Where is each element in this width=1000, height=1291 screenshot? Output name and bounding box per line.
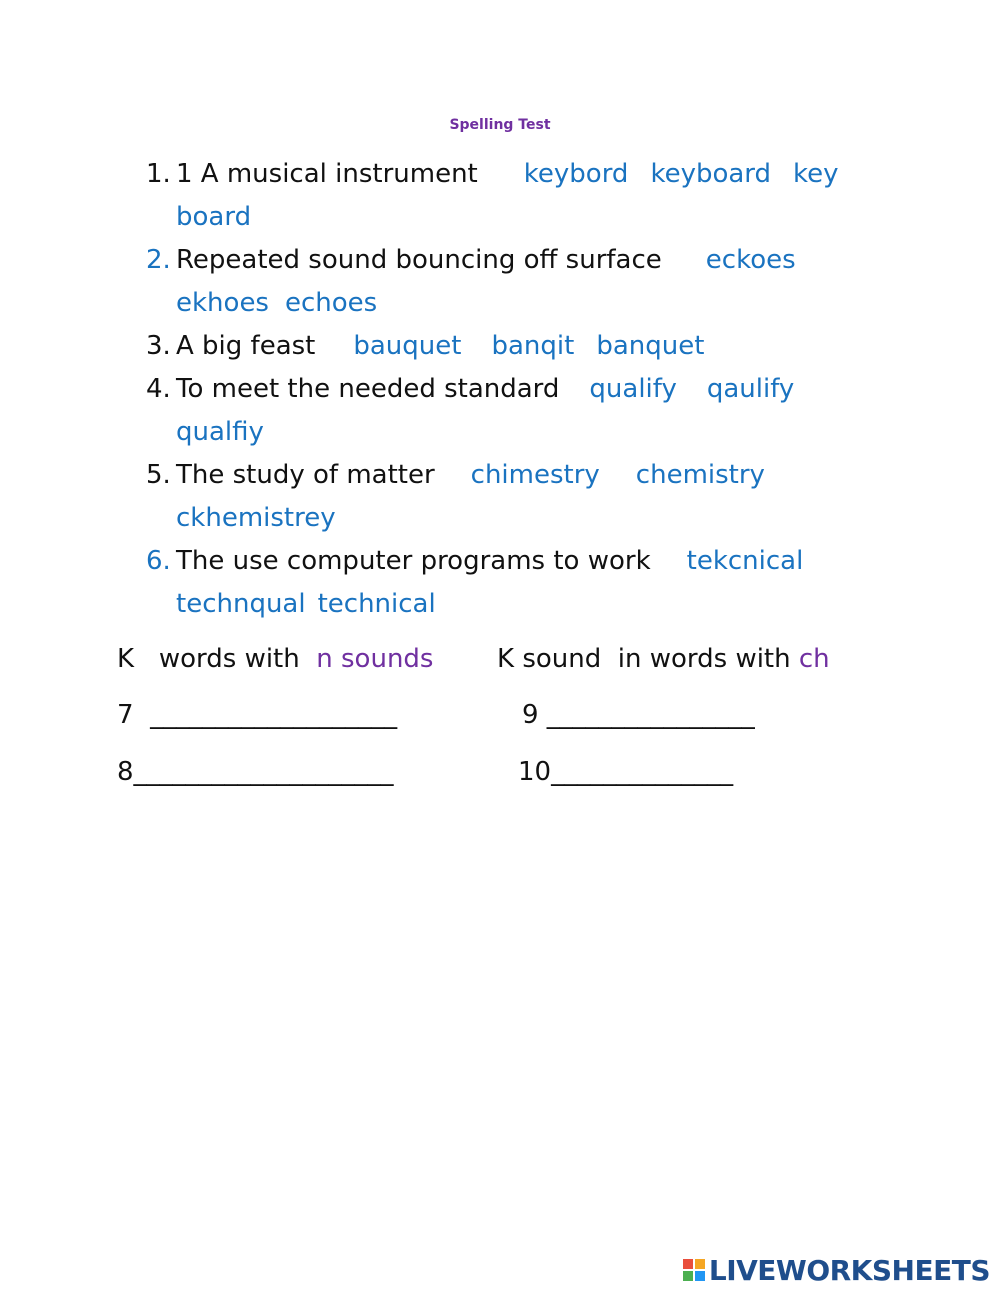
option-4b[interactable]: qaulify xyxy=(706,374,795,404)
question-prompt: 1 A musical instrument xyxy=(176,159,478,189)
section-label-ch-sound xyxy=(497,641,830,677)
question-prompt: To meet the needed standard xyxy=(176,374,560,404)
logo-text: LIVEWORKSHEETS xyxy=(708,1253,990,1287)
answer-blank-9[interactable]: 9 ________________ xyxy=(522,700,755,730)
option-3a[interactable]: bauquet xyxy=(353,331,462,361)
question-prompt: The use computer programs to work xyxy=(176,546,651,576)
question-prompt: Repeated sound bouncing off surface xyxy=(176,245,662,275)
question-prompt: The study of matter xyxy=(176,460,435,490)
question-1 xyxy=(146,153,866,239)
question-number: 5. xyxy=(146,460,171,490)
option-6a[interactable]: tekcnical xyxy=(686,546,804,576)
question-4 xyxy=(146,368,866,454)
question-6 xyxy=(146,540,866,626)
option-4c[interactable]: qualfiy xyxy=(176,417,264,447)
section-label-highlight: ch xyxy=(798,644,830,674)
option-2a[interactable]: eckoes xyxy=(705,245,796,275)
question-2 xyxy=(146,239,866,325)
option-1a[interactable]: keybord xyxy=(523,159,629,189)
question-number: 6. xyxy=(146,546,171,576)
option-3c[interactable]: banquet xyxy=(596,331,705,361)
option-3b[interactable]: banqit xyxy=(491,331,575,361)
section-label-prefix: K sound in words with xyxy=(497,644,791,674)
answer-blank-8[interactable]: 8____________________ xyxy=(117,757,394,787)
liveworksheets-logo xyxy=(683,1252,990,1288)
option-6c[interactable]: technical xyxy=(317,589,436,619)
option-5a[interactable]: chimestry xyxy=(470,460,600,490)
logo-mark-icon xyxy=(683,1259,705,1281)
section-label-prefix: K words with xyxy=(117,644,300,674)
question-prompt: A big feast xyxy=(176,331,316,361)
answer-blank-7[interactable]: 7 ___________________ xyxy=(117,700,398,730)
option-1b[interactable]: keyboard xyxy=(650,159,772,189)
question-number: 4. xyxy=(146,374,171,404)
page-title: Spelling Test xyxy=(449,117,551,133)
option-6b[interactable]: technqual xyxy=(176,589,306,619)
section-label-n-sounds xyxy=(117,641,433,677)
question-3 xyxy=(146,325,866,368)
question-number: 1. xyxy=(146,159,171,189)
option-4a[interactable]: qualify xyxy=(589,374,677,404)
option-2c[interactable]: echoes xyxy=(284,288,378,318)
option-1c[interactable]: key board xyxy=(176,159,839,232)
question-5 xyxy=(146,454,866,540)
answer-blank-10[interactable]: 10______________ xyxy=(518,757,734,787)
option-5b[interactable]: chemistry xyxy=(635,460,765,490)
option-2b[interactable]: ekhoes xyxy=(176,288,269,318)
question-number: 3. xyxy=(146,331,171,361)
section-label-highlight: n sounds xyxy=(316,644,434,674)
option-5c[interactable]: ckhemistrey xyxy=(176,503,336,533)
question-number: 2. xyxy=(146,245,171,275)
